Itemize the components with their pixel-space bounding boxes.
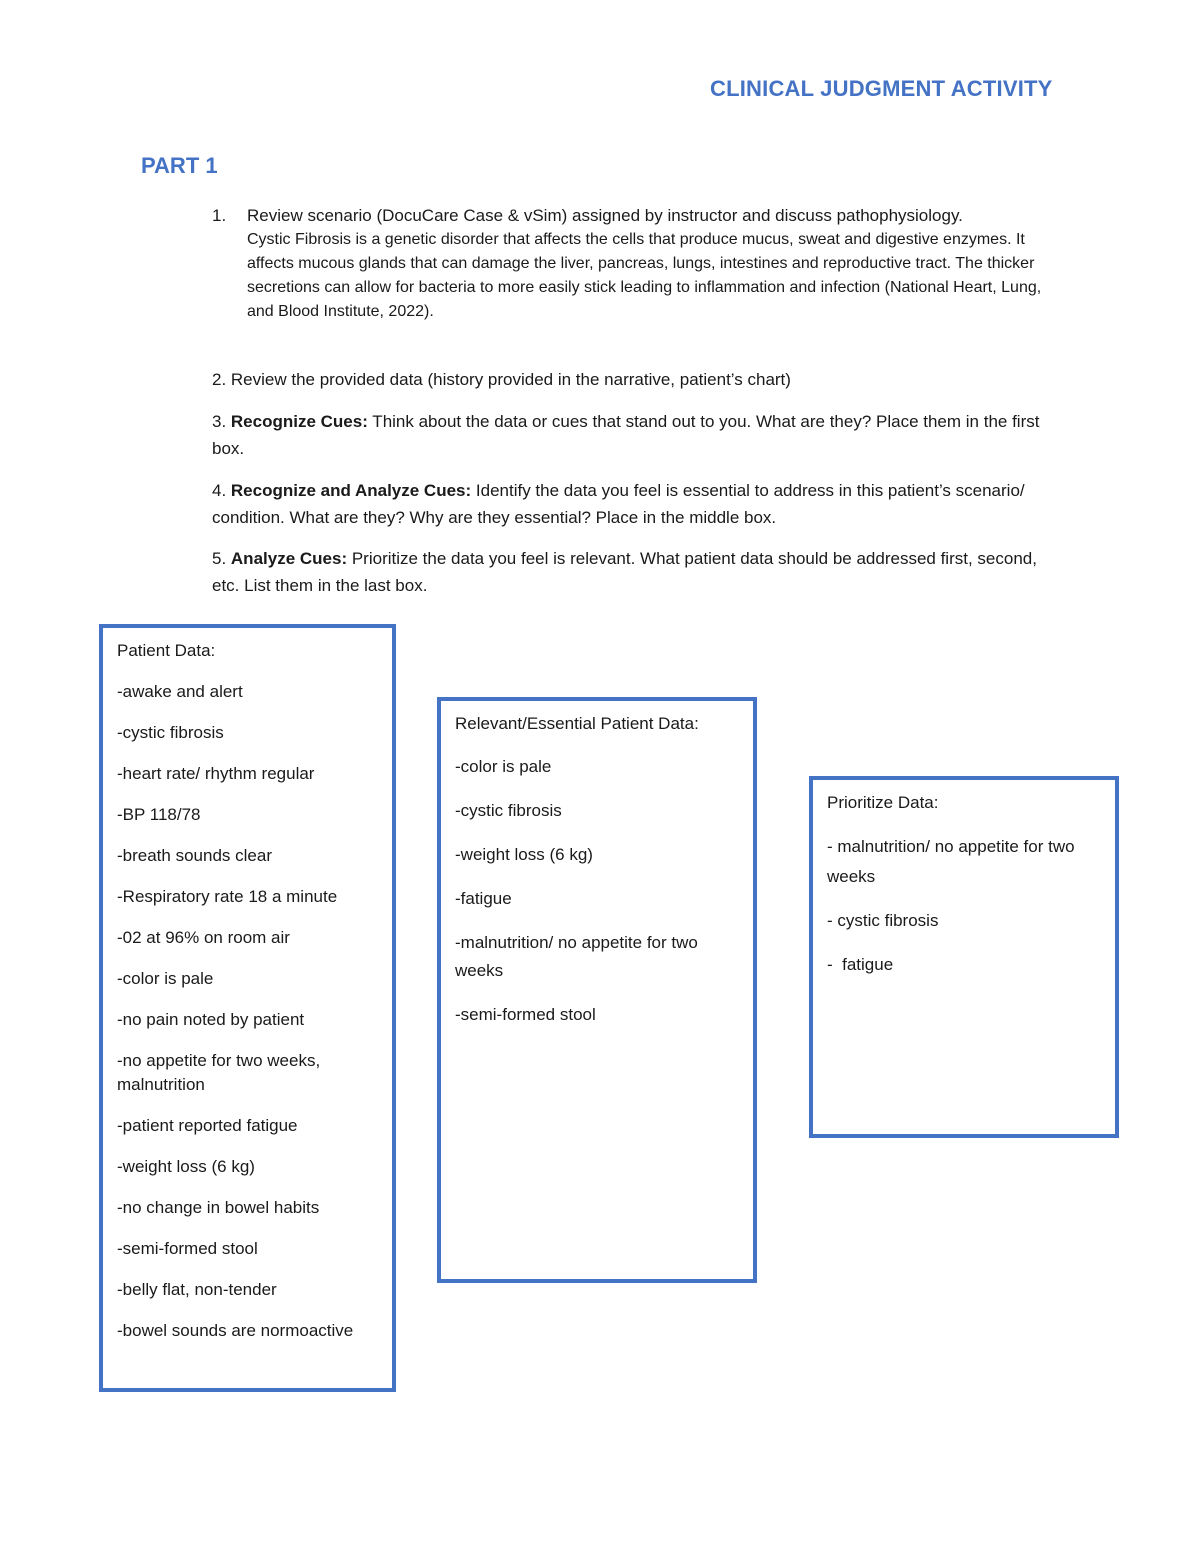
- step-4-heading: Recognize and Analyze Cues:: [230, 481, 472, 500]
- step-1: [212, 203, 1062, 324]
- prioritize-data-box: [809, 776, 1119, 1138]
- list-item: -awake and alert: [117, 682, 243, 701]
- prioritize-data-list: [827, 832, 1101, 980]
- step-3: [212, 408, 1062, 462]
- step-2: 2. Review the provided data (history provided in the narrative, patient’s chart): [212, 370, 791, 389]
- patient-data-list: [117, 680, 378, 1343]
- list-item: -weight loss (6 kg): [455, 845, 593, 864]
- list-item: -fatigue: [455, 889, 512, 908]
- prioritize-data-title: Prioritize Data:: [827, 793, 939, 812]
- list-item: -malnutrition/ no appetite for two weeks: [455, 933, 698, 980]
- pathophysiology-note: Cystic Fibrosis is a genetic disorder that affects the cells that produce mucus, sweat and digestive enzymes. It affects mucous glands that can damage the liver, pancreas, lungs, intestines and reproductive tract. The thicker secretions can allow for bacteria to more easily stick leading to inflammation and infection (National Heart, Lung, and Blood Institute, 2022).: [247, 231, 1042, 320]
- part-heading: PART 1: [141, 153, 218, 178]
- list-item: -no appetite for two weeks, malnutrition: [117, 1051, 321, 1094]
- list-item: -Respiratory rate 18 a minute: [117, 887, 338, 906]
- document-title: CLINICAL JUDGMENT ACTIVITY: [710, 76, 1053, 101]
- step-5: [212, 545, 1062, 599]
- step-3-heading: Recognize Cues:: [230, 412, 368, 431]
- relevant-data-title: Relevant/Essential Patient Data:: [455, 714, 699, 733]
- list-item: -bowel sounds are normoactive: [117, 1321, 354, 1340]
- list-item: -weight loss (6 kg): [117, 1157, 255, 1176]
- list-item: -no change in bowel habits: [117, 1198, 320, 1217]
- step-1-body: [247, 203, 1062, 324]
- step-5-prefix: 5.: [212, 549, 231, 568]
- list-item: -02 at 96% on room air: [117, 928, 290, 947]
- relevant-data-list: [455, 753, 739, 1029]
- step-3-prefix: 3.: [212, 412, 231, 431]
- step-5-text: Prioritize the data you feel is relevant. What patient data should be addressed first, second, etc. List them in the last box.: [212, 549, 1037, 595]
- list-item: - malnutrition/ no appetite for two weeks: [827, 837, 1075, 886]
- step-4: [212, 477, 1062, 531]
- patient-data-box: [99, 624, 396, 1392]
- list-item: -cystic fibrosis: [455, 801, 562, 820]
- step-4-text: Identify the data you feel is essential to address in this patient’s scenario/ condition. What are they? Why are they essential? Place in the middle box.: [212, 481, 1025, 527]
- list-item: - fatigue: [827, 955, 894, 974]
- step-1-number: 1.: [212, 206, 227, 225]
- list-item: -BP 118/78: [117, 805, 201, 824]
- list-item: -breath sounds clear: [117, 846, 272, 865]
- step-3-text: Think about the data or cues that stand out to you. What are they? Place them in the first box.: [212, 412, 1040, 458]
- list-item: -color is pale: [117, 969, 214, 988]
- patient-data-title: Patient Data:: [117, 641, 216, 660]
- list-item: -semi-formed stool: [117, 1239, 258, 1258]
- step-5-heading: Analyze Cues:: [230, 549, 348, 568]
- list-item: -cystic fibrosis: [117, 723, 224, 742]
- list-item: -semi-formed stool: [455, 1005, 596, 1024]
- step-4-prefix: 4.: [212, 481, 231, 500]
- list-item: -heart rate/ rhythm regular: [117, 764, 315, 783]
- relevant-data-box: [437, 697, 757, 1283]
- list-item: -no pain noted by patient: [117, 1010, 305, 1029]
- list-item: -belly flat, non-tender: [117, 1280, 277, 1299]
- step-1-text: Review scenario (DocuCare Case & vSim) assigned by instructor and discuss pathophysiology.: [247, 206, 963, 225]
- list-item: - cystic fibrosis: [827, 911, 939, 930]
- list-item: -patient reported fatigue: [117, 1116, 298, 1135]
- list-item: -color is pale: [455, 757, 552, 776]
